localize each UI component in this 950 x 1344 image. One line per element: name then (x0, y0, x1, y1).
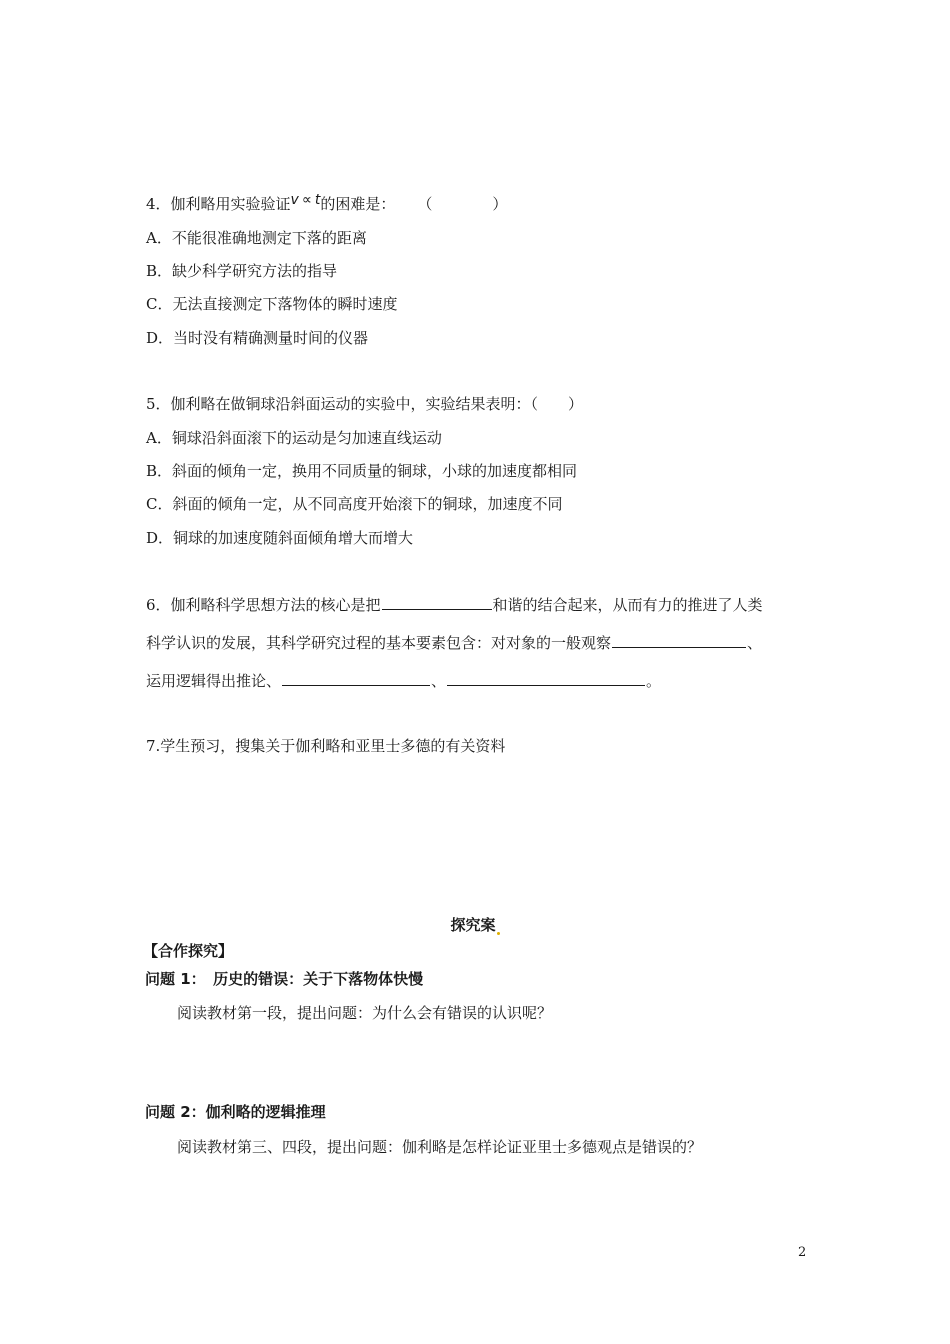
q6-line2-b: 、 (747, 634, 763, 652)
q6-blank-1[interactable] (382, 594, 492, 610)
q7-text: 7.学生预习，搜集关于伽利略和亚里士多德的有关资料 (146, 737, 506, 755)
q6-blank-3[interactable] (282, 670, 430, 686)
q6-line1-b: 和谐的结合起来，从而有力的推进了人类 (492, 596, 763, 614)
q4-answer-paren: （ ） (417, 195, 508, 213)
problem2-title: 问题 2：伽利略的逻辑推理 (145, 1103, 326, 1121)
q6-line2 (146, 632, 762, 653)
page-number: 2 (798, 1245, 807, 1260)
q4-stem (146, 193, 507, 214)
mark-dot (497, 932, 500, 935)
q6-line3-c: 。 (646, 672, 662, 690)
q4-option-d: D．当时没有精确测量时间的仪器 (146, 329, 369, 347)
q6-line3 (146, 670, 661, 691)
q4-option-a: A．不能很准确地测定下落的距离 (146, 229, 367, 247)
problem1-body: 阅读教材第一段，提出问题：为什么会有错误的认识呢？ (177, 1004, 553, 1022)
q6-line2-a: 科学认识的发展，其科学研究过程的基本要素包含：对对象的一般观察 (146, 634, 612, 652)
q5-option-a: A．铜球沿斜面滚下的运动是匀加速直线运动 (146, 429, 442, 447)
q5-option-b: B．斜面的倾角一定，换用不同质量的铜球，小球的加速度都相同 (146, 462, 578, 480)
problem2-body: 阅读教材第三、四段，提出问题：伽利略是怎样论证亚里士多德观点是错误的？ (177, 1138, 703, 1156)
q4-option-c: C．无法直接测定下落物体的瞬时速度 (146, 295, 398, 313)
q4-stem-suffix: 的困难是： (320, 195, 396, 213)
q4-option-b-text: B．缺少科学研究方法的指导 (146, 262, 338, 280)
q4-math-prop: ∝ (301, 192, 312, 208)
q4-option-b (146, 260, 337, 281)
problem1-title: 问题 1： 历史的错误：关于下落物体快慢 (145, 970, 424, 988)
cooperate-heading: 【合作探究】 (143, 942, 234, 960)
q4-math-v: v (290, 192, 299, 208)
q4-math-t: t (314, 192, 321, 208)
q6-blank-4[interactable] (447, 670, 645, 686)
q4-stem-prefix: 4．伽利略用实验验证 (146, 195, 291, 213)
q5-option-c: C．斜面的倾角一定，从不同高度开始滚下的铜球，加速度不同 (146, 495, 563, 513)
section-title (0, 914, 950, 935)
section-title-text: 探究案 (450, 916, 496, 934)
q6-line1-a: 6．伽利略科学思想方法的核心是把 (146, 596, 381, 614)
q6-line3-a: 运用逻辑得出推论、 (146, 672, 282, 690)
q6-line3-b: 、 (431, 672, 447, 690)
q6-line1 (146, 594, 763, 615)
q5-stem: 5．伽利略在做铜球沿斜面运动的实验中，实验结果表明：（ ） (146, 395, 584, 413)
q5-option-d: D．铜球的加速度随斜面倾角增大而增大 (146, 529, 414, 547)
q6-blank-2[interactable] (612, 632, 746, 648)
